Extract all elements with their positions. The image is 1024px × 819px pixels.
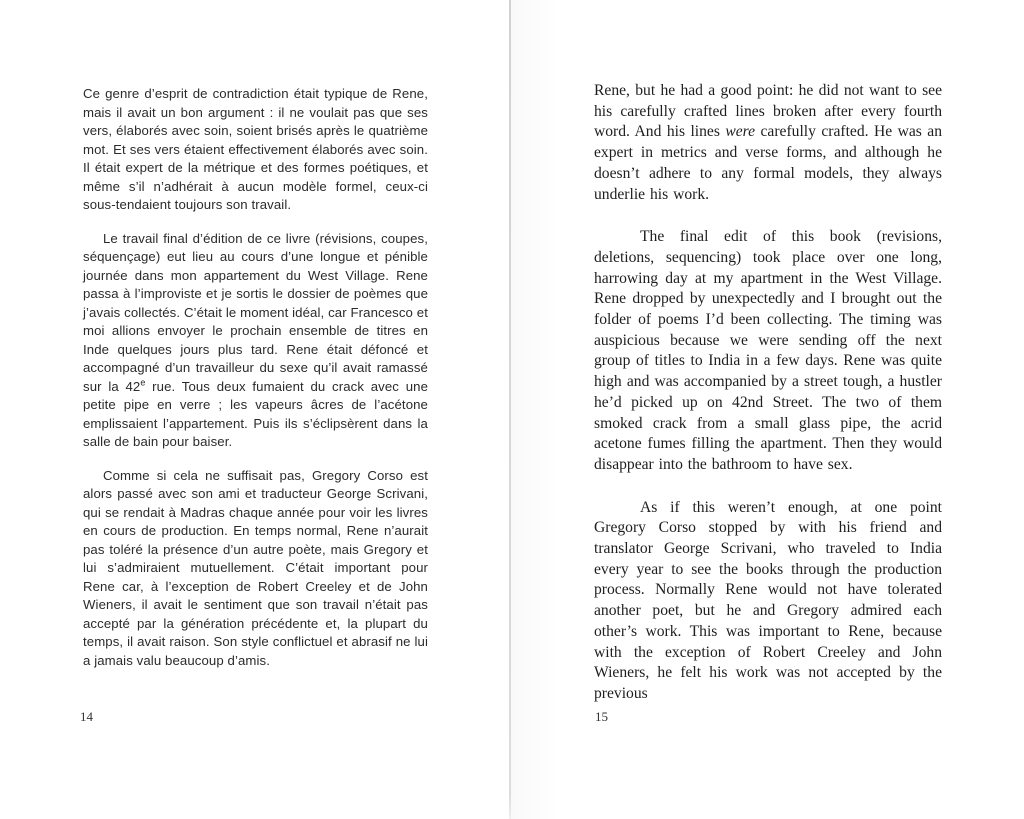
paragraph: Comme si cela ne suffisait pas, Gregory Corso est alors passé avec son ami et traducteur George Scrivani, qui se rendait à Madras chaque année pour voir les livres en cours de production. En temps normal, Rene n’aurait pas toléré la présence d’un autre poète, mais Gregory et lui s’admiraient mutuellement. C’était important pour Rene car, à l’exception de Robert Creeley et de John Wieners, il avait le sentiment que son travail n’était pas accepté par la génération précédente et, la plupart du temps, il avait raison. Son style conflictuel et abrasif ne lui a jamais valu beaucoup d’amis. (83, 467, 428, 668)
page-number-right: 15 (595, 709, 608, 724)
paragraph: Ce genre d’esprit de contradiction était typique de Rene, mais il avait un bon argument : il ne voulait pas que ses vers, élaborés avec soin, soient brisés après le quatrième mot. Et ses vers étaient effectivement élaborés avec soin. Il était expert de la métrique et des formes poétiques, et même s’il n’adhérait à aucun modèle formel, ceux-ci sous-tendaient toujours son travail. (83, 86, 428, 212)
gutter-shading (511, 0, 559, 819)
left-paragraphs (83, 85, 428, 670)
paragraph: Le travail final d’édition de ce livre (révisions, coupes, séquençage) eut lieu au cours d’une longue et pénible journée dans mon appartement du West Village. Rene passa à l’improviste et je sortis le dossier de poèmes que j’avais collectés. C’était le moment idéal, car Francesco et moi allions envoyer le prochain ensemble de titres en Inde quelques jours plus tard. Rene était défoncé et accompagné d’un travailleur du sexe qu’il avait ramassé sur la 42e rue. Tous deux fumaient du crack avec une petite pipe en verre ; les vapeurs âcres de l’acétone emplissaient l’appartement. Puis ils s’éclipsèrent dans la salle de bain pour baiser. (83, 230, 429, 449)
paragraph: The final edit of this book (revisions, deletions, sequencing) took place over one long, harrowing day at my apartment in the West Village. Rene dropped by unexpectedly and I brought out the folder of poems I’d been collecting. The timing was auspicious because we were sending off the next group of titles to India in a few days. Rene was quite high and was accompanied by a street tough, a hustler he’d picked up on 42nd Street. The two of them smoked crack from a small glass pipe, the acrid acetone fumes filling the apartment. Then they would disappear into the bathroom to have sex. (594, 228, 942, 473)
page-number-left: 14 (80, 709, 93, 724)
right-page-text-block (594, 81, 942, 727)
page-gutter-divider (509, 0, 511, 819)
paragraph: As if this weren’t enough, at one point Gregory Corso stopped by with his friend and translator George Scrivani, who traveled to India every year to see the books through the production process. Normally Rene would not have tolerated another poet, but he and Gregory admired each other’s work. This was important to Rene, because with the exception of Robert Creeley and John Wieners, he felt his work was not accepted by the previous (594, 498, 942, 702)
right-paragraphs (594, 81, 942, 705)
paragraph: Rene, but he had a good point: he did not want to see his carefully crafted lines broken after every fourth word. And his lines were carefully crafted. He was an expert in metrics and verse forms, and although he doesn’t adhere to any formal models, they always underlie his work. (594, 82, 942, 203)
left-page-text-block (83, 85, 428, 685)
